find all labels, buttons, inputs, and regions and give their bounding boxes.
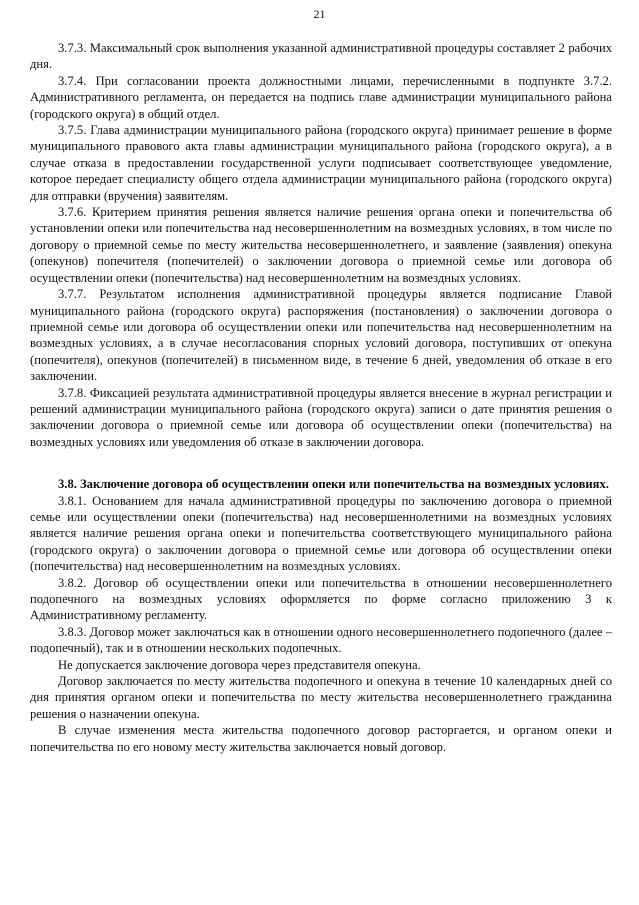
paragraph-residence-change: В случае изменения места жительства подопечного договор расторгается, и органом опеки и попечительства по его новому месту жительства заключается новый договор.: [30, 723, 612, 754]
section-heading-3-8: 3.8. Заключение договора об осуществлении опеки или попечительства на возмездных условиях.: [58, 477, 609, 492]
page-content: [30, 40, 612, 755]
paragraph-3-8-3: 3.8.3. Договор может заключаться как в отношении одного несовершеннолетнего подопечного (далее – подопечный), так и в отношении нескольких подопечных.: [30, 624, 612, 656]
paragraph-3-8-2: 3.8.2. Договор об осуществлении опеки или попечительства в отношении несовершеннолетнего подопечного на возмездных условиях оформляется по форме согласно приложению 3 к Административному регламенту.: [30, 575, 612, 623]
paragraph-3-7-7: 3.7.7. Результатом исполнения административной процедуры является подписание Главой муниципального района (городского округа) распоряжения (постановления) о заключении договора о приемной семье или договора об осуществлении опеки или попечительства над несовершеннолетним на возмездных условиях, а в случае несогласования спорных условий договора, поступивших от опекуна (попечителя), опекунов (попечителей) в письменном виде, в течение 6 дней, уведомления об отказе в его заключении.: [30, 287, 612, 384]
paragraph-3-7-8: 3.7.8. Фиксацией результата административной процедуры является внесение в журнал регистрации и решений администрации муниципального района (городского округа) записи о дате принятия решения о заключении договора о приемной семье или договора об осуществлении опеки (попечительства) на возмездных условиях или уведомления об отказе в заключении договора.: [30, 385, 612, 449]
paragraph-3-7-5: 3.7.5. Глава администрации муниципального района (городского округа) принимает решение в форме муниципального правового акта главы администрации муниципального района (городского округа), а в случае отказа в предоставлении государственной услуги подписывает соответствующее уведомление, которое передает специалисту общего отдела администрации муниципального района (городского округа) для отправки (вручения) заявителям.: [30, 123, 612, 203]
paragraph-contract-place: Договор заключается по месту жительства подопечного и опекуна в течение 10 календарных дней со дня принятия органом опеки и попечительства по месту жительства несовершеннолетнего гражданина решения о назначении опекуна.: [30, 674, 612, 721]
paragraph-3-7-3: 3.7.3. Максимальный срок выполнения указанной административной процедуры составляет 2 рабочих дня.: [30, 41, 612, 72]
paragraph-3-8-1: 3.8.1. Основанием для начала административной процедуры по заключению договора о приемной семье или осуществлении опеки (попечительства) над несовершеннолетними на возмездных условиях является наличие решения органа опеки и попечительства соответствующего муниципального района (городского округа) о заключении договора о приемной семье или договора об осуществлении опеки (попечительства) над несовершеннолетним на возмездных условиях.: [30, 493, 612, 574]
page-number: 21: [313, 7, 326, 21]
paragraph-3-7-4: 3.7.4. При согласовании проекта должностными лицами, перечисленными в подпункте 3.7.2. Административного регламента, он передается на подпись главе администрации муниципального района (городского округа) в общий отдел.: [30, 73, 612, 121]
paragraph-3-7-6: 3.7.6. Критерием принятия решения является наличие решения органа опеки и попечительства об установлении опеки или попечительства над несовершеннолетним на возмездных условиях, в том числе по договору о приемной семье по месту жительства несовершеннолетнего, и заявление (заявления) опекуна (опекунов) попечителя (попечителей) о заключении договора о приемной семье или договора об осуществлении опеки (попечительства) над несовершеннолетним на возмездных условиях.: [30, 205, 612, 285]
paragraph-no-representative: Не допускается заключение договора через представителя опекуна.: [58, 657, 421, 672]
